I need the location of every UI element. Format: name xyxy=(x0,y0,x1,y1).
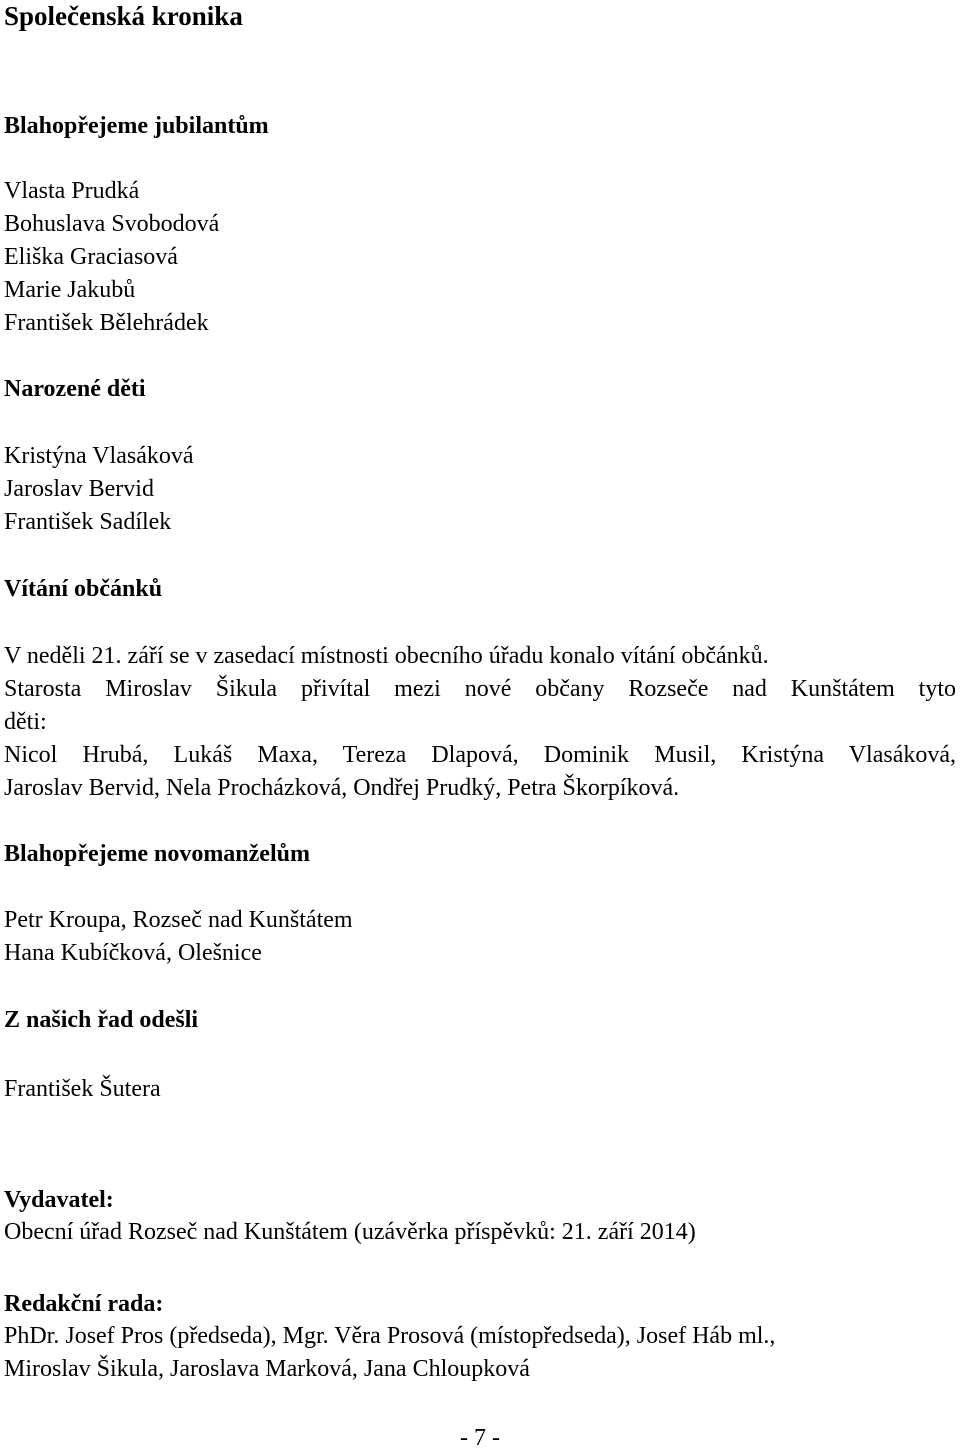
welcomed-children-line: Jaroslav Bervid, Nela Procházková, Ondřej Prudký, Petra Škorpíková. xyxy=(4,775,680,801)
jubilant-name: Marie Jakubů xyxy=(4,277,136,303)
welcoming-heading: Vítání občánků xyxy=(4,576,163,602)
births-heading: Narozené děti xyxy=(4,376,146,402)
editorial-board-line: PhDr. Josef Pros (předseda), Mgr. Věra Prosová (místopředseda), Josef Háb ml., xyxy=(4,1323,776,1349)
welcoming-paragraph-line: děti: xyxy=(4,709,47,735)
welcomed-children-line: Nicol Hrubá, Lukáš Maxa, Tereza Dlapová, Dominik Musil, Kristýna Vlasáková, xyxy=(4,742,956,768)
jubilant-name: Eliška Graciasová xyxy=(4,244,178,270)
page-number: - 7 - xyxy=(460,1425,500,1451)
birth-name: Jaroslav Bervid xyxy=(4,476,154,502)
deaths-heading: Z našich řad odešli xyxy=(4,1007,199,1033)
welcoming-paragraph-line: V neděli 21. září se v zasedací místnosti obecního úřadu konalo vítání občánků. xyxy=(4,643,769,669)
jubilant-name: František Bělehrádek xyxy=(4,310,209,336)
publisher-heading: Vydavatel: xyxy=(4,1187,114,1213)
editorial-board-line: Miroslav Šikula, Jaroslava Marková, Jana Chloupková xyxy=(4,1356,530,1382)
editorial-board-heading: Redakční rada: xyxy=(4,1291,164,1317)
newlyweds-heading: Blahopřejeme novomanželům xyxy=(4,841,310,867)
birth-name: František Sadílek xyxy=(4,509,172,535)
newlywed-name: Hana Kubíčková, Olešnice xyxy=(4,940,262,966)
newlywed-name: Petr Kroupa, Rozseč nad Kunštátem xyxy=(4,907,353,933)
welcoming-paragraph-line: Starosta Miroslav Šikula přivítal mezi nové občany Rozseče nad Kunštátem tyto xyxy=(4,676,956,702)
jubilant-name: Vlasta Prudká xyxy=(4,178,140,204)
page-title: Společenská kronika xyxy=(4,1,243,31)
deceased-name: František Šutera xyxy=(4,1076,161,1102)
jubilants-heading: Blahopřejeme jubilantům xyxy=(4,113,269,139)
birth-name: Kristýna Vlasáková xyxy=(4,443,194,469)
jubilant-name: Bohuslava Svobodová xyxy=(4,211,220,237)
publisher-text: Obecní úřad Rozseč nad Kunštátem (uzávěrka příspěvků: 21. září 2014) xyxy=(4,1219,696,1245)
